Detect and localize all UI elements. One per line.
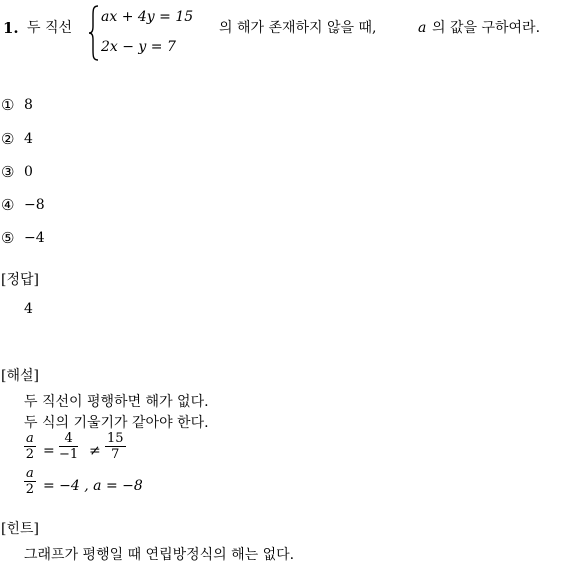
option-1-mark: ① xyxy=(1,96,15,114)
solution-line-2: 두 식의 기울기가 같아야 한다. xyxy=(24,415,209,431)
option-4-value: −8 xyxy=(24,197,45,213)
answer-heading: [정답] xyxy=(1,272,39,288)
option-3-mark: ③ xyxy=(1,163,15,181)
hint-text: 그래프가 평행일 때 연립방정식의 해는 없다. xyxy=(24,547,295,563)
option-2-mark: ② xyxy=(1,130,15,148)
hint-heading: [힌트] xyxy=(1,521,39,537)
question-suffix-b: 의 값을 구하여라. xyxy=(432,20,541,36)
fraction-a-over-2-second: $\frac{a}{2}$ xyxy=(25,466,35,497)
question-suffix-a: 의 해가 존재하지 않을 때, xyxy=(219,20,377,36)
question-variable: a xyxy=(418,20,427,36)
fraction-4-over-neg1: $\frac{4}{-1}$ xyxy=(59,431,79,462)
question-number: 1. xyxy=(3,19,19,37)
solution-heading: [해설] xyxy=(1,368,39,384)
option-3-value: 0 xyxy=(24,164,33,180)
question-prefix: 두 직선 xyxy=(27,20,73,36)
equals-sign: = xyxy=(43,443,55,459)
option-5-mark: ⑤ xyxy=(1,229,15,247)
equation-1: ax + 4y = 15 xyxy=(101,9,194,25)
answer-value: 4 xyxy=(24,301,33,317)
fraction-a-over-2: $\frac{a}{2}$ xyxy=(25,431,35,462)
option-4-mark: ④ xyxy=(1,196,15,214)
fraction-15-over-7: $\frac{15}{7}$ xyxy=(107,431,124,462)
solution-line-1: 두 직선이 평행하면 해가 없다. xyxy=(24,394,209,410)
system-brace xyxy=(88,4,100,62)
option-5-value: −4 xyxy=(24,230,45,246)
option-1-value: 8 xyxy=(24,97,33,113)
option-2-value: 4 xyxy=(24,131,33,147)
equation-result: = −4 , a = −8 xyxy=(43,478,143,494)
equation-2: 2x − y = 7 xyxy=(101,39,176,55)
not-equal-sign: ≠ xyxy=(89,443,101,459)
